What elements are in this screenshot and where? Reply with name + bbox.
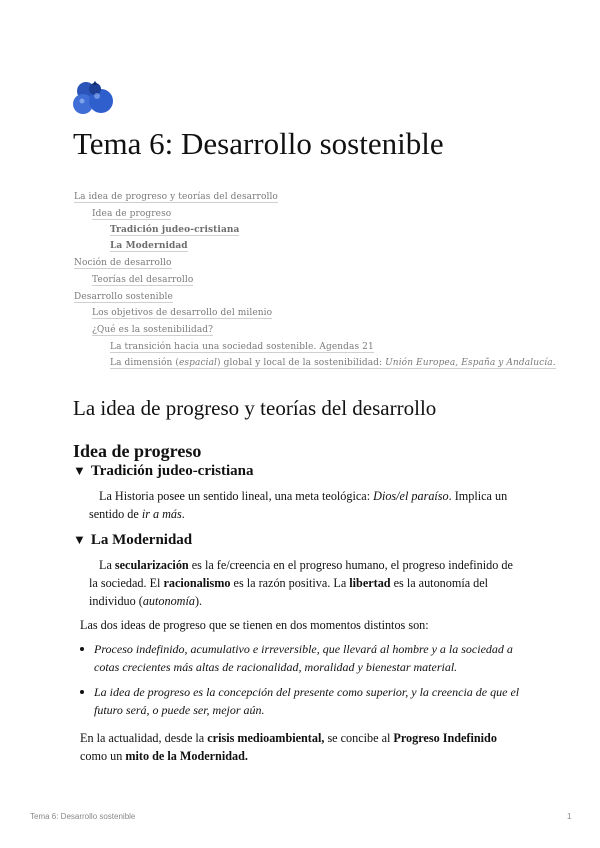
toc-link-modernidad[interactable]: La Modernidad — [110, 241, 188, 251]
toc-link-dimension[interactable]: La dimensión (espacial) global y local de la sostenibilidad: Unión Europea, España y Andalucía. — [110, 358, 556, 368]
toc-link-desarrollo-sostenible[interactable]: Desarrollo sostenible — [74, 292, 173, 302]
details-tradicion[interactable]: ▼ Tradición judeo-cristiana — [73, 463, 254, 479]
page-title: Tema 6: Desarrollo sostenible — [73, 126, 444, 161]
toc-link-transicion[interactable]: La transición hacia una sociedad sostenible. Agendas 21 — [110, 342, 374, 352]
toc-link-nocion-desarrollo[interactable]: Noción de desarrollo — [74, 258, 172, 268]
section-heading: La idea de progreso y teorías del desarrollo — [73, 396, 437, 420]
disclosure-triangle-icon[interactable]: ▼ — [73, 463, 86, 478]
list-item: Proceso indefinido, acumulativo e irreversible, que llevará al hombre y a la sociedad a cotas crecientes más altas de racionalidad, moralidad y bienestar material. — [80, 640, 520, 676]
list-item: La idea de progreso es la concepción del presente como superior, y la creencia de que el futuro será, o puede ser, mejor aún. — [80, 683, 520, 719]
disclosure-triangle-icon[interactable]: ▼ — [73, 532, 86, 547]
footer-title: Tema 6: Desarrollo sostenible — [30, 812, 136, 821]
paragraph-closing: En la actualidad, desde la crisis medioambiental, se concibe al Progreso Indefinido como un mito de la Modernidad. — [80, 731, 497, 763]
bullet-icon — [80, 647, 84, 651]
blueberries-icon — [73, 76, 117, 120]
bullet-icon — [80, 690, 84, 694]
paragraph-modernidad: La secularización es la fe/creencia en el progreso humano, el progreso indefinido de la sociedad. El racionalismo es la razón positiva. La libertad es la autonomía del individuo (autonomía). — [89, 558, 513, 608]
toc-link-objetivos-milenio[interactable]: Los objetivos de desarrollo del milenio — [92, 308, 273, 318]
paragraph-intro-ideas: Las dos ideas de progreso que se tienen en dos momentos distintos son: — [80, 618, 429, 632]
toc-link-tradicion[interactable]: Tradición judeo-cristiana — [110, 225, 240, 235]
subsection-heading: Idea de progreso — [73, 441, 202, 461]
toc-link-idea-progreso[interactable]: Idea de progreso — [92, 209, 172, 219]
toc-link-sostenibilidad[interactable]: ¿Qué es la sostenibilidad? — [92, 325, 214, 335]
paragraph-tradicion: La Historia posee un sentido lineal, una meta teológica: Dios/el paraíso. Implica un sentido de ir a más. — [89, 489, 508, 521]
toc-link-teorias-desarrollo[interactable]: Teorías del desarrollo — [92, 275, 194, 285]
page-number: 1 — [567, 812, 572, 821]
details-modernidad[interactable]: ▼ La Modernidad — [73, 532, 193, 548]
toc-link-idea-progreso-teorias[interactable]: La idea de progreso y teorías del desarrollo — [74, 192, 278, 202]
ideas-list — [80, 640, 520, 726]
